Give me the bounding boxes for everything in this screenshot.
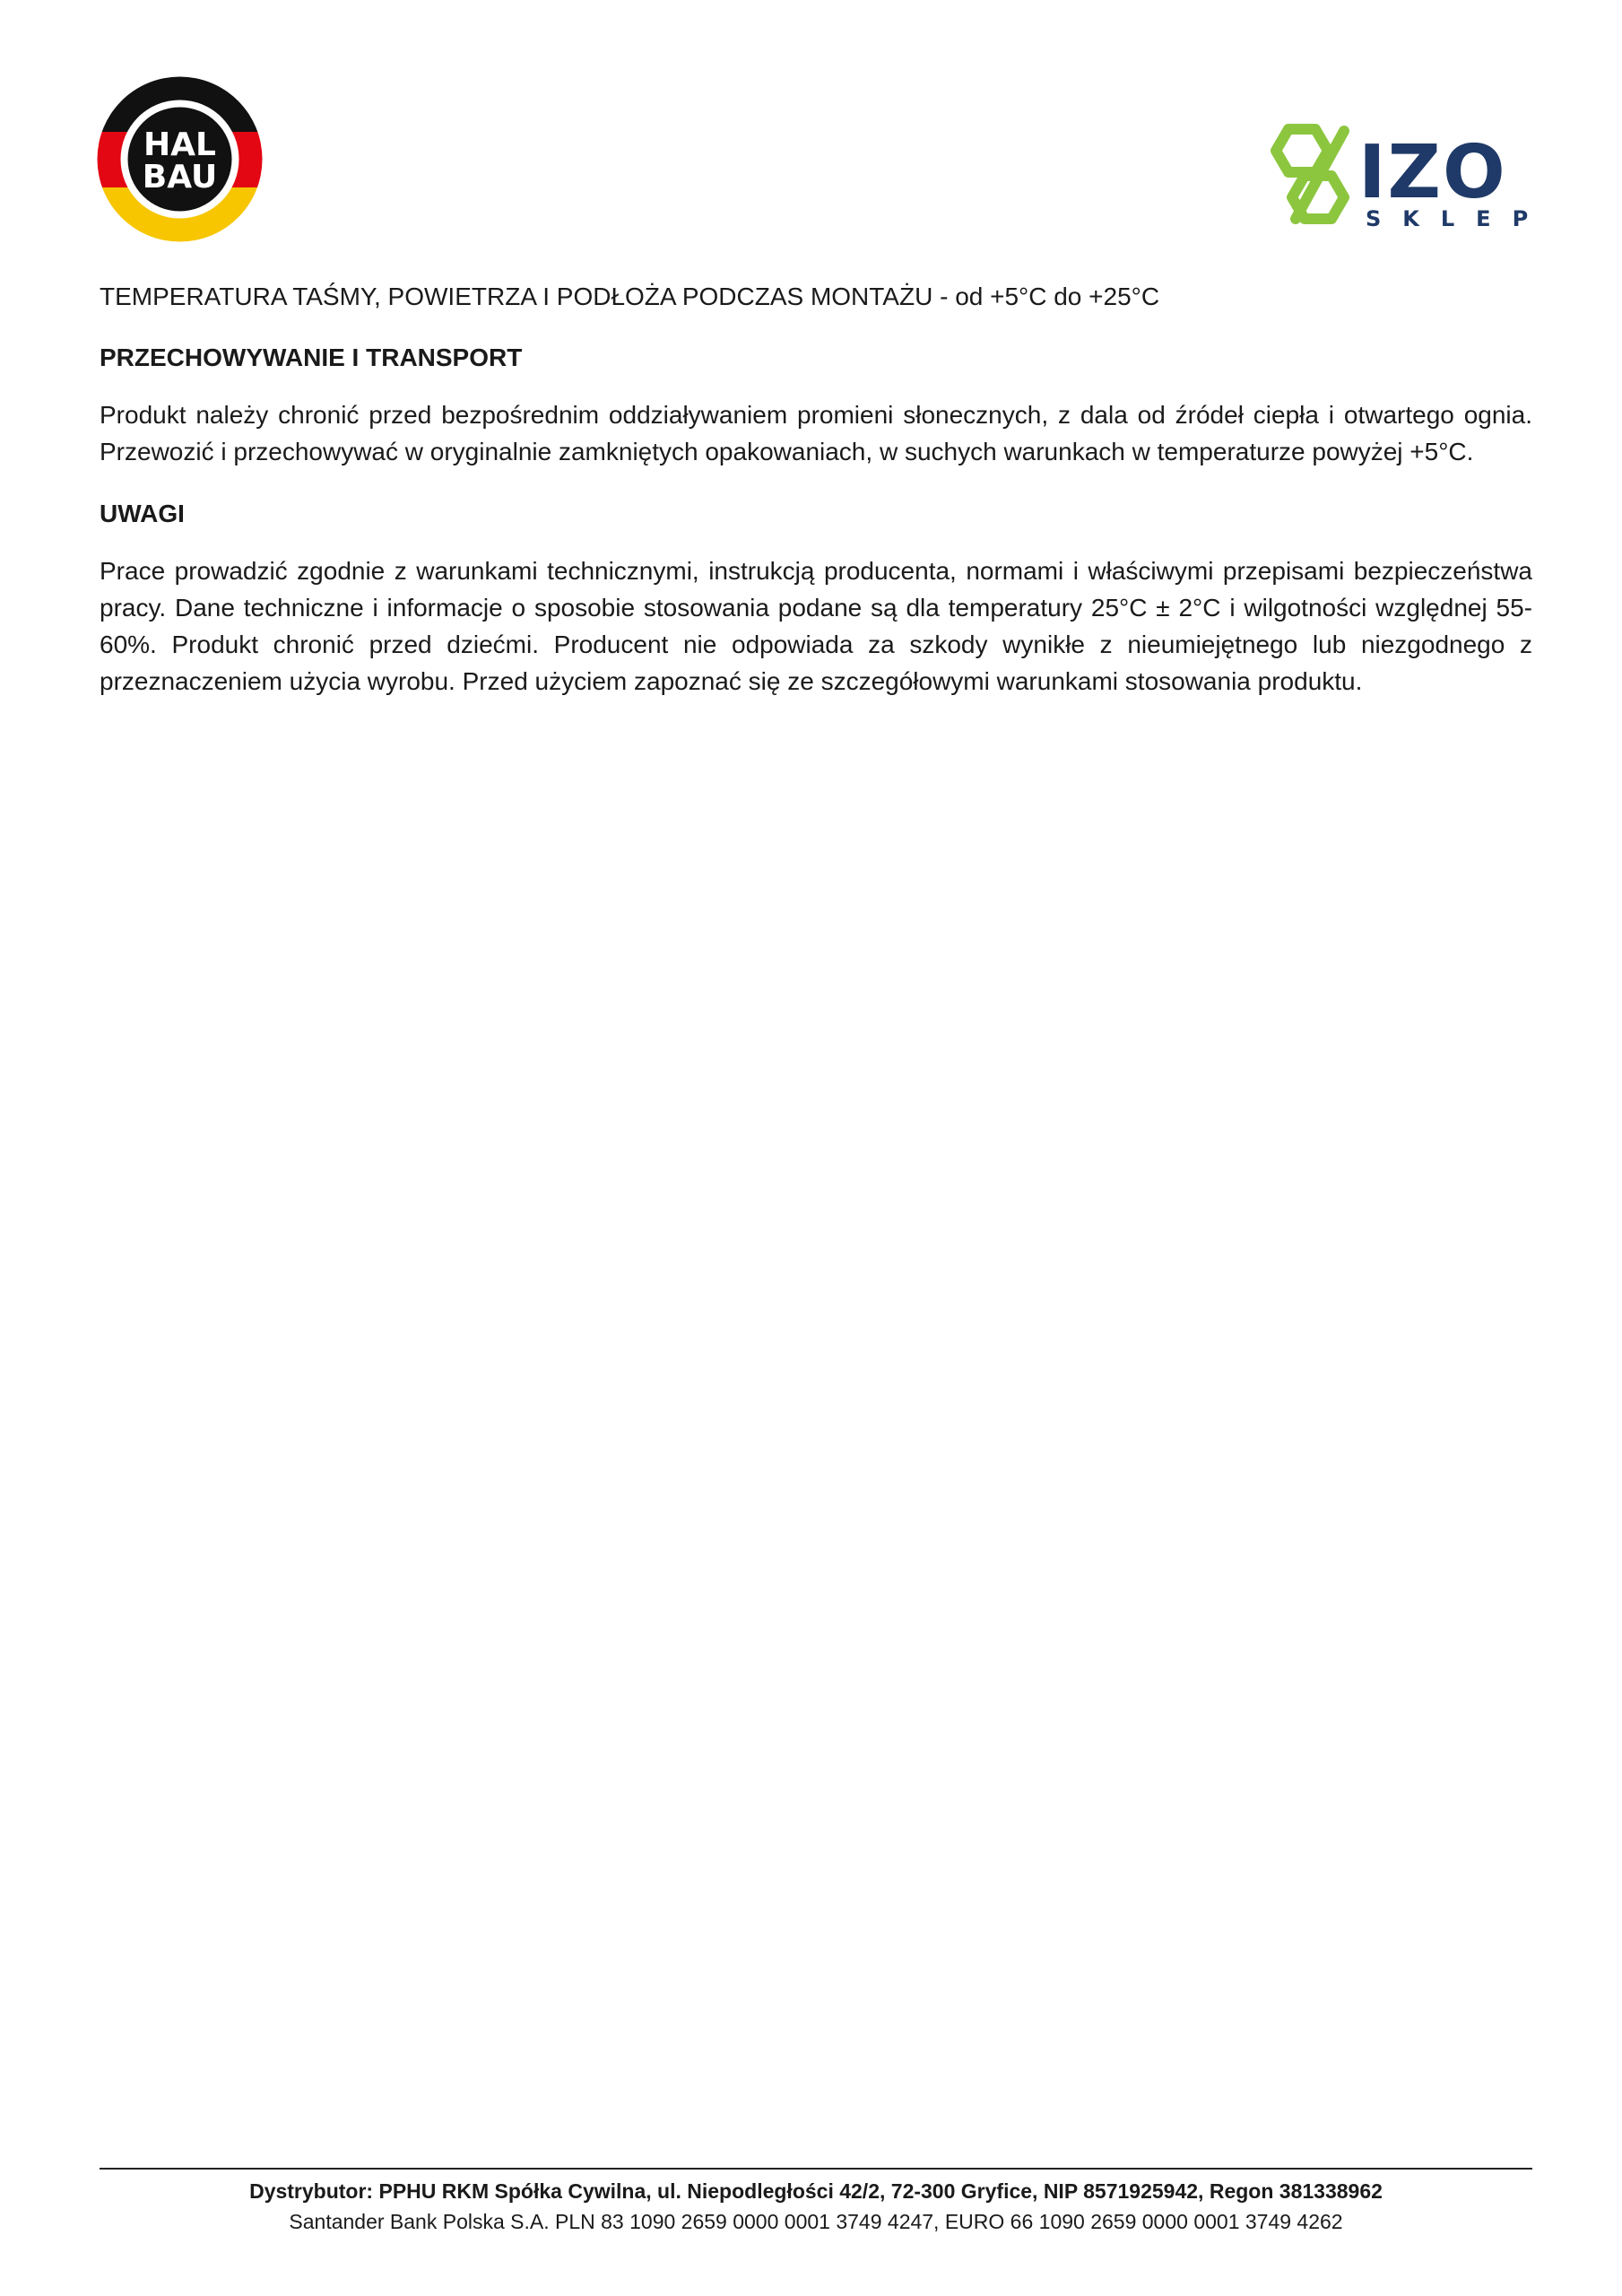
halbau-logo-graphic	[97, 76, 263, 242]
izo-wordmark: IZO	[1358, 130, 1507, 215]
notes-paragraph: Prace prowadzić zgodnie z warunkami technicznymi, instrukcją producenta, normami i właściwymi przepisami bezpieczeństwa pracy. Dane techniczne i informacje o sposobie stosowania podane są dla temperatury 25°C ± 2°C i wilgotności względnej 55-60%. Produkt chronić przed dziećmi. Producent nie odpowiada za szkody wynikłe z nieumiejętnego lub niezgodnego z przeznaczeniem użycia wyrobu. Przed użyciem zapoznać się ze szczegółowymi warunkami stosowania produktu.	[100, 557, 1532, 695]
footer-distributor: Dystrybutor: PPHU RKM Spółka Cywilna, ul. Niepodległości 42/2, 72-300 Gryfice, NIP 8571925942, Regon 381338962	[249, 2179, 1383, 2203]
halbau-logo	[97, 76, 263, 242]
temperature-line: TEMPERATURA TAŚMY, POWIETRZA I PODŁOŻA PODCZAS MONTAŻU - od +5°C do +25°C	[100, 283, 1160, 310]
izo-sklep-logo-graphic	[1269, 124, 1550, 231]
footer-bank-details: Santander Bank Polska S.A. PLN 83 1090 2659 0000 0001 3749 4247, EURO 66 1090 2659 0000 0001 3749 4262	[289, 2210, 1343, 2233]
storage-heading: PRZECHOWYWANIE I TRANSPORT	[100, 344, 523, 371]
halbau-text-1: HAL	[143, 126, 216, 163]
sklep-subtitle: SKLEP	[1366, 206, 1550, 231]
footer-divider	[100, 2168, 1532, 2170]
halbau-text-2: BAU	[142, 159, 218, 196]
notes-heading: UWAGI	[100, 500, 185, 527]
document-body	[100, 278, 1532, 725]
storage-paragraph: Produkt należy chronić przed bezpośrednim oddziaływaniem promieni słonecznych, z dala od źródeł ciepła i otwartego ognia. Przewozić i przechowywać w oryginalnie zamkniętych opakowaniach, w suchych warunkach w temperaturze powyżej +5°C.	[100, 401, 1532, 465]
izo-sklep-logo	[1269, 124, 1550, 231]
footer	[100, 2176, 1532, 2237]
